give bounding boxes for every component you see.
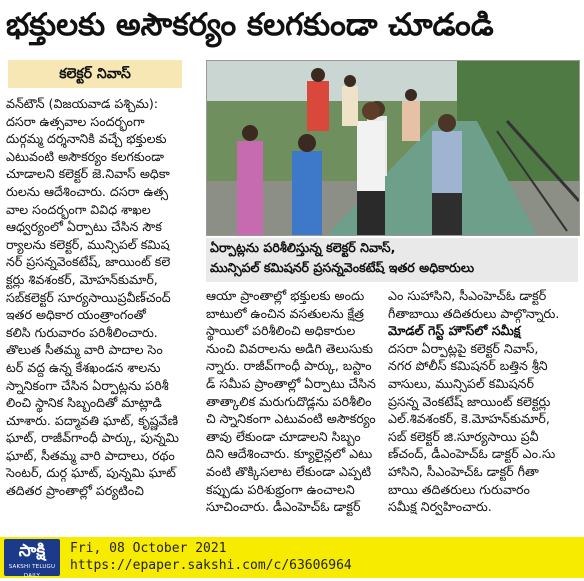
article-line: సమీక్ష నిర్వహించారు. [388,499,492,515]
logo-text: సాక్షి [18,541,46,561]
article-line: చూడాలని కలెక్టర్‌ జె.నివాస్‌ అధికా [6,166,170,182]
article-line: న్నారు. రాజీవ్‌గాంధీ పార్కు, బస్టాం [206,358,372,374]
article-column-left [6,95,196,500]
news-photo [206,60,580,236]
article-line: సబ్‌ కలెక్టర్‌ జి.సూర్యసాయి ప్రవీ [388,428,539,444]
photo-caption-line-2: మున్సిపల్‌ కమిషనర్‌ ప్రసన్నవెంకటేష్‌ ఇతర అధికారులు [210,260,475,275]
article-line: ఘాట్‌, రాజీవ్‌గాంధీ పార్కు, పున్నమి [6,430,179,446]
article-line: ప్రసన్న వెంకటేష్‌ జాయింట్‌ కలెక్టర్లు [388,393,551,409]
article-line: వంటి తొక్కిసలాట లేకుండా ఎప్పటి [206,463,372,479]
article-line: స్నానికంగా చేసిన ఏర్పాట్లను పరిశీ [6,377,169,393]
article-line: ఎల్‌.శివశంకర్‌, కె.మోహన్‌కుమార్‌, [388,411,550,427]
article-line: తదితర ప్రాంతాల్లో పర్యటించి [6,483,144,499]
article-line: దుర్గమ్మ దర్శనానికి వచ్చే భక్తులకు [6,131,167,147]
article-line: నుంచి వివరాలను అడిగి తెలుసుకు [206,340,374,356]
photo-caption-line-1: ఏర్పాట్లను పరిశీలిస్తున్న కలెక్టర్‌ నివాస్‌, [210,240,396,255]
article-line: క్టర్లు శివశంకర్‌, మోహన్‌కుమార్‌, [6,271,158,287]
article-line: దసరా ఏర్పాట్లపై కలెక్టర్‌ నివాస్‌, [388,340,539,356]
article-line: తొలుత సీతమ్మ వారి పాదాల సెం [6,342,163,358]
article-line: తాత్కాలిక మరుగుదొడ్లను పరిశీలిం [206,393,372,409]
article-line: ఎటువంటి అసౌకర్యం కలగకుండా [6,148,165,164]
headline: భక్తులకు అసౌకర్యం కలగకుండా చూడండి [6,7,494,43]
article-line: దిని ఆదేశించారు. క్యూలైన్లలో ఎటు [206,446,373,462]
article-line: ఆధ్వర్యంలో ఏర్పాటు చేసిన సౌక [6,219,162,235]
article-line: ఎం సుహాసిని, సీఎంహెచ్‌ఓ డాక్టర్‌ [388,288,547,303]
article-line: సెంటర్‌, దుర్గ ఘాట్‌, పున్నమి ఘాట్‌ [6,465,176,481]
photo-image [207,61,579,235]
article-line: స్థాయిలో పరిశీలించి అధికారుల [206,323,356,339]
article-line: ణ్‌చంద్‌, డీఎంహెచ్‌ఓ డాక్టర్‌ ఎం.సు [388,446,556,462]
article-line: ఘాట్‌, సీతమ్మ వారి పాదాలు, రథం [6,447,175,463]
article-line: దసరా ఉత్సవాల సందర్భంగా [6,113,145,129]
article-line: గీతాబాయి తదితరులు పాల్గొన్నారు. [388,305,560,321]
logo-subtitle: SAKSHI TELUGU DAILY [8,564,56,579]
publication-date: Fri, 08 October 2021 [70,541,227,556]
article-line: లించి స్థానిక సిబ్బందితో మాట్లాడి [6,395,162,411]
article-line: ర్యాలను కలెక్టర్‌, మున్సిపల్‌ కమిష [6,236,170,252]
article-line: టర్‌ వద్ద ఉన్న కేశఖండన శాలను [6,359,161,375]
article-line: రులను ఆదేశించారు. దసరా ఉత్స [6,183,169,199]
article-line: ఆయా ప్రాంతాల్లో భక్తులకు అందు [206,288,365,303]
epaper-link[interactable]: https://epaper.sakshi.com/c/63606964 [70,558,352,573]
article-line: నగర పోలీస్‌ కమిషనర్‌ బత్తిన శ్రీని [388,358,548,374]
article-line: వాసులు, మున్సిపల్‌ కమిషనర్‌ [388,375,534,391]
section-subheading: మోడల్‌ గెస్ట్‌ హౌస్‌లో సమీక్ష [388,323,521,339]
sakshi-logo[interactable] [4,539,60,579]
article-line: బాటులో ఉంచిన వసతులను క్షేత్ర [206,305,364,321]
article-line: హాసిని, సీఎంహెచ్‌ఓ డాక్టర్‌ గీతా [388,463,539,479]
article-line: డ్‌ సమీప ప్రాంతాల్లో ఏర్పాటు చేసిన [206,375,376,391]
footer-bar [0,537,584,578]
article-column-right [388,287,580,516]
article-line: ఇతర అధికార యంత్రాంగంతో [6,307,146,323]
article-line: వాల సందర్భంగా వివిధ శాఖల [6,201,151,217]
article-line: చూశారు. పద్మావతి ఘాట్‌, కృష్ణవేణి [6,412,179,428]
article-line: తావు లేకుండా చూడాలని సిబ్బం [206,428,361,444]
article-line: సబ్‌కలెక్టర్‌ సూర్యసాయిప్రవీణ్‌చంద్‌ [6,289,171,305]
article-line: బాయి తదితరులు గురువారం [388,481,530,497]
article-column-middle [206,287,382,516]
article-line: వన్‌టౌన్‌ (విజయవాడ పశ్చిమ): [6,96,158,111]
article-line: నర్‌ ప్రసన్నవెంకటేష్‌, జాయింట్‌ కలె [6,254,171,270]
article-line: చి స్నానికంగా ఎటువంటి అసౌకర్యం [206,411,376,427]
article-line: కప్పుడు పరిశుభ్రంగా ఉంచాలని [206,481,355,497]
byline: కలెక్టర్‌ నివాస్‌ [8,60,182,88]
article-line: కలిసి గురువారం పరిశీలించారు. [6,324,158,340]
photo-caption [206,238,578,282]
article-line: సూచించారు. డీఎంహెచ్‌ఓ డాక్టర్‌ [206,499,361,515]
